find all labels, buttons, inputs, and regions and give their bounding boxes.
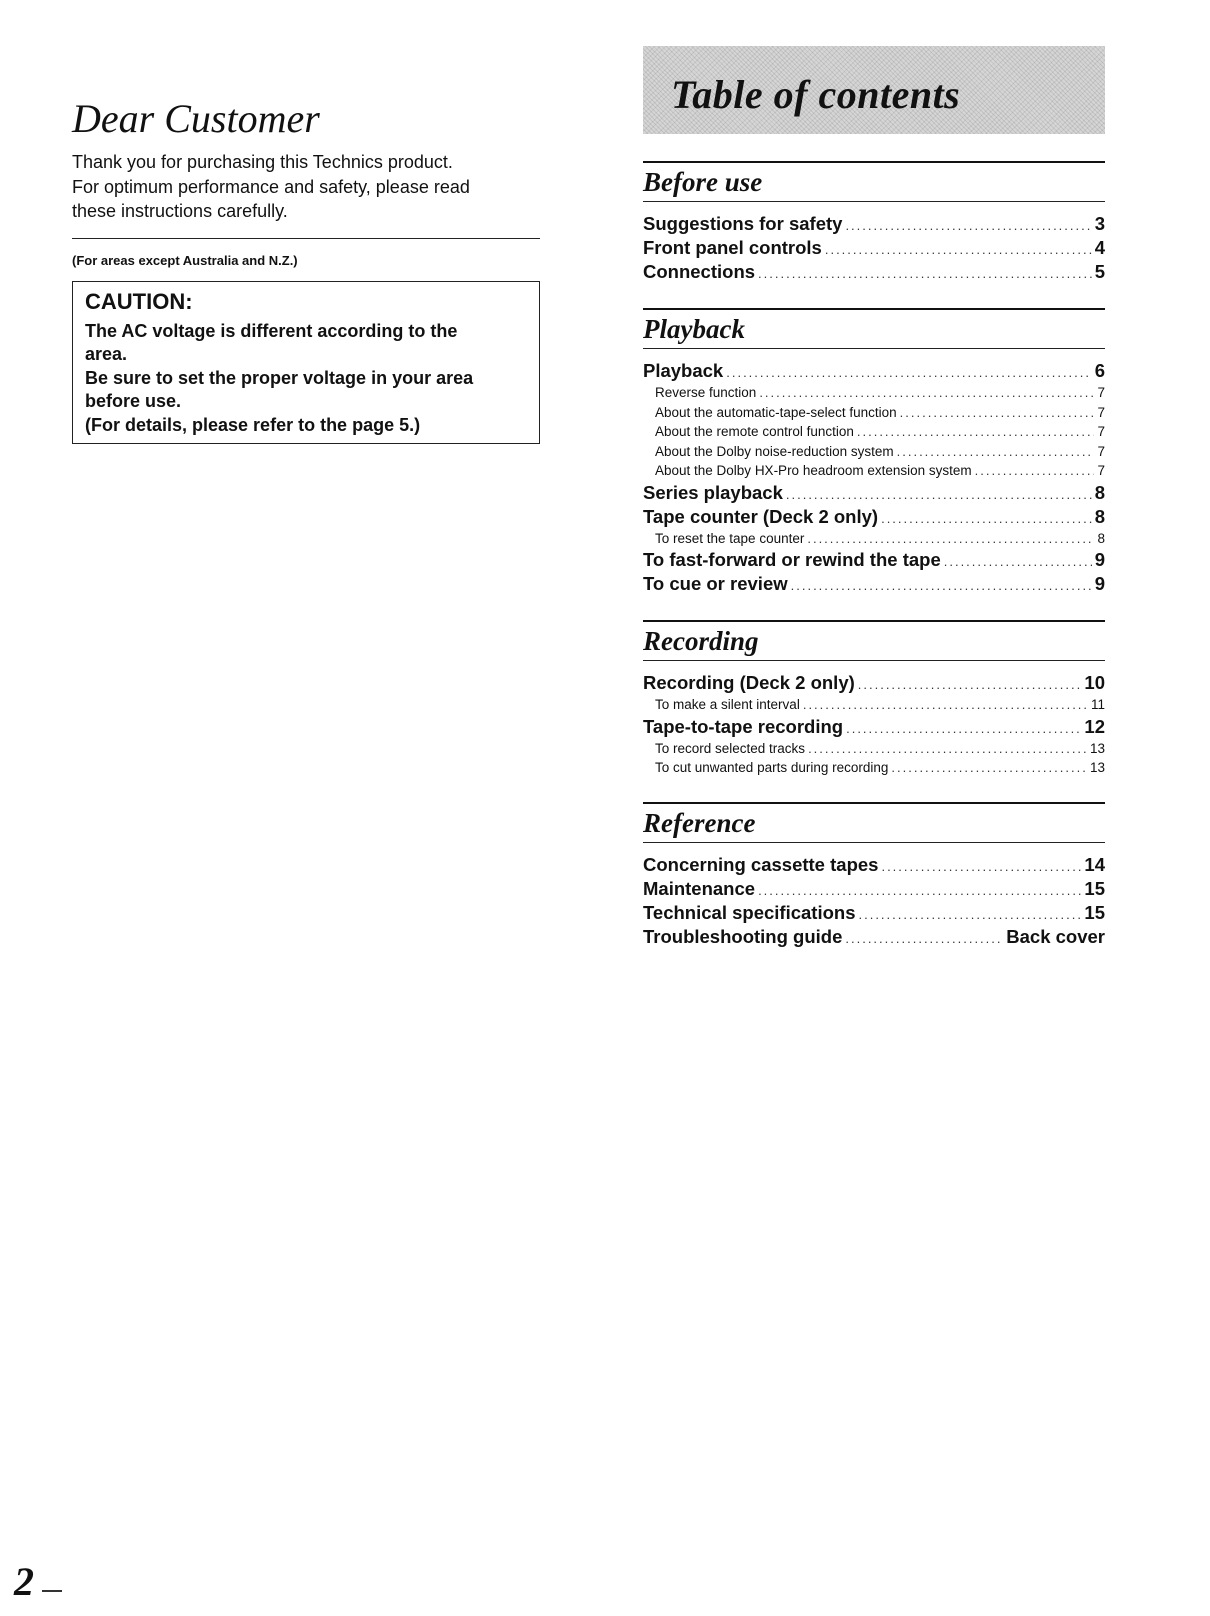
toc-entry[interactable] — [643, 877, 1105, 901]
caution-line: before use. — [85, 391, 182, 411]
leader-dots — [758, 879, 1081, 903]
toc-section-recording — [643, 620, 1105, 778]
toc-entry-page: 15 — [1084, 877, 1105, 899]
toc-entry-label: Suggestions for safety — [643, 213, 843, 234]
leader-dots — [759, 383, 1094, 403]
toc-entry[interactable] — [643, 925, 1105, 949]
toc-entry-page: 5 — [1094, 261, 1105, 282]
leader-dots — [845, 214, 1091, 238]
toc-entry-label: Series playback — [643, 481, 783, 503]
toc-subentry[interactable] — [643, 758, 1105, 778]
toc-title: Table of contents — [671, 71, 961, 117]
toc-entry-page: 15 — [1084, 901, 1105, 923]
toc-subentry[interactable] — [643, 383, 1105, 403]
leader-dots — [807, 529, 1094, 549]
section-rule — [643, 348, 1105, 349]
toc-entry-page: 8 — [1094, 505, 1105, 527]
toc-entry-label: Reverse function — [655, 385, 757, 400]
toc-entry-label: Connections — [643, 261, 756, 282]
section-title: Recording — [643, 626, 759, 656]
divider — [72, 238, 540, 239]
toc-section-playback — [643, 308, 1105, 596]
leader-dots — [825, 238, 1092, 262]
toc-entry[interactable] — [643, 212, 1105, 236]
toc-entry-label: To fast-forward or rewind the tape — [643, 549, 941, 570]
toc-subentry[interactable] — [643, 442, 1105, 462]
section-rule — [643, 201, 1105, 202]
letter-title: Dear Customer — [72, 96, 320, 141]
caution-title: CAUTION: — [85, 288, 193, 314]
toc-entry[interactable] — [643, 572, 1105, 596]
toc-entry-page: 8 — [1094, 481, 1105, 503]
leader-dots — [791, 574, 1092, 598]
table-of-contents — [643, 46, 1105, 949]
leader-dots — [975, 461, 1095, 481]
caution-line: Be sure to set the proper voltage in your area — [85, 367, 474, 388]
toc-entry[interactable] — [643, 359, 1105, 383]
toc-entry-label: About the automatic-tape-select function — [655, 404, 897, 420]
toc-entry-page: 7 — [1097, 463, 1105, 478]
toc-entry-label: To cue or review — [643, 573, 788, 594]
toc-entry-label: Maintenance — [643, 877, 756, 899]
leader-dots — [803, 695, 1088, 715]
intro-line: For optimum performance and safety, please read — [72, 176, 470, 197]
toc-entry-label: About the remote control function — [655, 424, 854, 439]
leader-dots — [808, 739, 1087, 759]
leader-dots — [881, 855, 1081, 879]
toc-subentry[interactable] — [643, 695, 1105, 715]
leader-dots — [897, 442, 1095, 462]
toc-subentry[interactable] — [643, 739, 1105, 759]
leader-dots — [858, 673, 1082, 697]
caution-line: area. — [85, 344, 128, 364]
section-title: Reference — [643, 807, 756, 838]
section-rule — [643, 660, 1105, 661]
leader-dots — [891, 758, 1087, 778]
toc-entry-page: 9 — [1094, 573, 1105, 594]
toc-entry-page: 6 — [1094, 360, 1105, 381]
page-number: 2 — [14, 1559, 34, 1604]
toc-entry-label: Playback — [643, 360, 724, 381]
toc-entry[interactable] — [643, 853, 1105, 877]
leader-dots — [858, 903, 1081, 927]
leader-dots — [758, 262, 1092, 286]
toc-entry-label: About the Dolby noise-reduction system — [655, 443, 894, 459]
customer-letter — [72, 96, 540, 444]
toc-entry-page: 10 — [1084, 672, 1105, 693]
section-rule — [643, 842, 1105, 843]
caution-line: (For details, please refer to the page 5.) — [85, 414, 421, 435]
toc-entry-page: 13 — [1089, 760, 1105, 775]
leader-dots — [944, 550, 1092, 574]
toc-subentry[interactable] — [643, 422, 1105, 442]
toc-section-reference — [643, 802, 1105, 949]
toc-entry-page: 7 — [1097, 404, 1105, 420]
toc-entry[interactable] — [643, 715, 1105, 739]
toc-entry[interactable] — [643, 481, 1105, 505]
toc-entry[interactable] — [643, 901, 1105, 925]
leader-dots — [846, 717, 1081, 741]
toc-entry-label: Technical specifications — [643, 901, 856, 923]
toc-entry-label: Concerning cassette tapes — [643, 853, 879, 875]
intro-line: Thank you for purchasing this Technics product. — [72, 152, 453, 172]
toc-entry[interactable] — [643, 505, 1105, 529]
toc-subentry[interactable] — [643, 403, 1105, 423]
toc-entry-page: 4 — [1094, 237, 1105, 258]
section-title: Playback — [643, 314, 745, 344]
toc-entry-label: Tape-to-tape recording — [643, 715, 844, 737]
caution-line: The AC voltage is different according to the — [85, 320, 458, 341]
toc-entry-page: 13 — [1089, 740, 1105, 756]
toc-entry-page: 3 — [1094, 213, 1105, 234]
area-note: (For areas except Australia and N.Z.) — [72, 252, 298, 268]
leader-dots — [845, 927, 1003, 951]
toc-entry-page: 12 — [1084, 715, 1105, 737]
toc-entry-page: 9 — [1094, 549, 1105, 570]
toc-banner — [643, 46, 1105, 134]
toc-entry-label: Troubleshooting guide — [643, 925, 843, 947]
toc-section-before-use — [643, 161, 1105, 284]
toc-entry-page: 7 — [1097, 424, 1105, 439]
toc-entry-label: Recording (Deck 2 only) — [643, 672, 855, 693]
toc-entry-label: Front panel controls — [643, 237, 822, 258]
section-title: Before use — [643, 167, 763, 197]
toc-entry-label: To record selected tracks — [655, 740, 806, 756]
toc-entry-page: 11 — [1090, 697, 1105, 712]
toc-entry[interactable] — [643, 548, 1105, 572]
toc-entry-page: 14 — [1084, 853, 1105, 875]
leader-dots — [881, 507, 1092, 531]
toc-entry-page: 7 — [1097, 385, 1105, 400]
toc-subentry[interactable] — [643, 461, 1105, 481]
leader-dots — [900, 403, 1095, 423]
toc-entry-label: Tape counter (Deck 2 only) — [643, 505, 879, 527]
toc-entry-label: About the Dolby HX-Pro headroom extension system — [655, 463, 972, 478]
toc-entry-page: 7 — [1097, 443, 1105, 459]
page-number-dash — [42, 1590, 62, 1592]
toc-entry-page: Back cover — [1006, 925, 1105, 947]
toc-entry[interactable] — [643, 236, 1105, 260]
toc-entry-page: 8 — [1097, 530, 1105, 546]
leader-dots — [726, 361, 1091, 385]
toc-entry-label: To make a silent interval — [655, 697, 800, 712]
leader-dots — [786, 483, 1092, 507]
caution-box — [72, 281, 540, 445]
toc-entry[interactable] — [643, 260, 1105, 284]
intro-line: these instructions carefully. — [72, 201, 288, 221]
toc-subentry[interactable] — [643, 529, 1105, 549]
leader-dots — [857, 422, 1095, 442]
toc-entry[interactable] — [643, 671, 1105, 695]
toc-entry-label: To reset the tape counter — [655, 530, 805, 546]
toc-entry-label: To cut unwanted parts during recording — [655, 760, 889, 775]
